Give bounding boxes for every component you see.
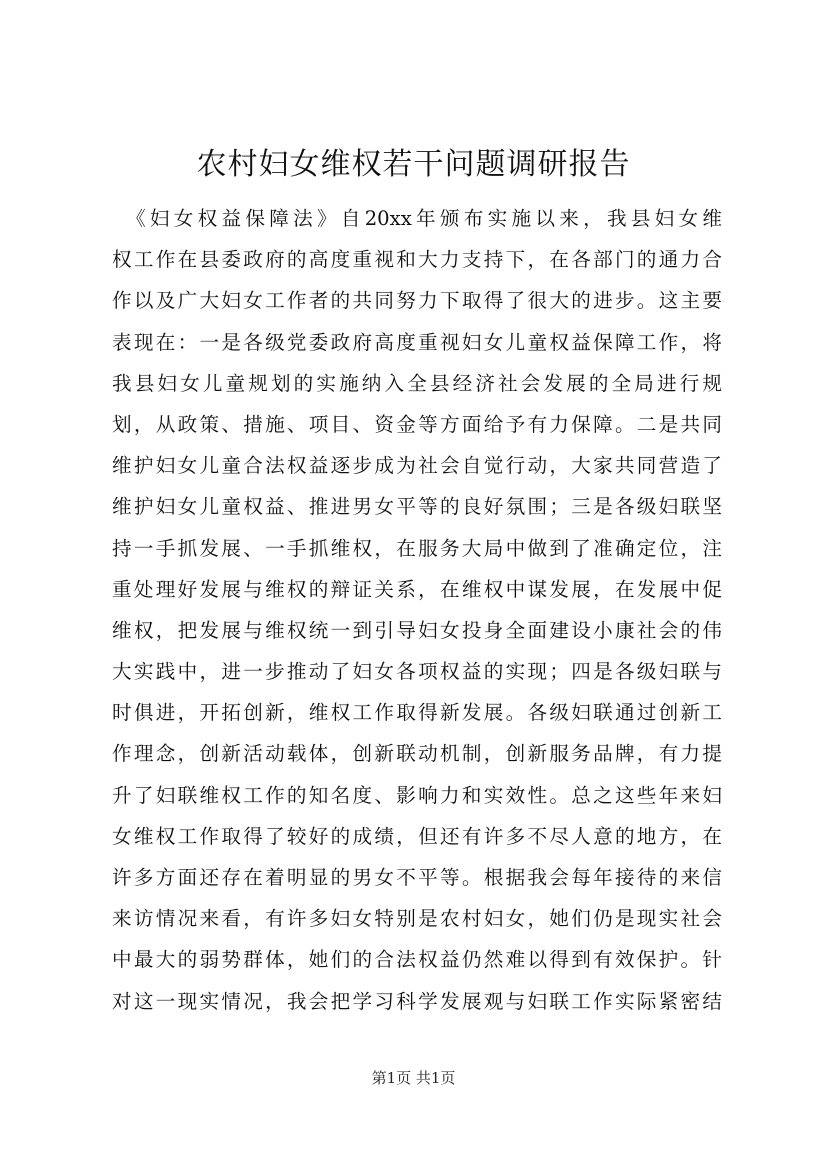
body-line: 持一手抓发展、一手抓维权，在服务大局中做到了准确定位，注 [112, 536, 722, 560]
body-line: 重处理好发展与维权的辩证关系，在维权中谋发展，在发展中促 [112, 577, 722, 601]
body-line: 维护妇女儿童合法权益逐步成为社会自觉行动，大家共同营造了 [112, 454, 722, 478]
body-line: 许多方面还存在着明显的男女不平等。根据我会每年接待的来信 [112, 866, 722, 889]
body-line: 对这一现实情况，我会把学习科学发展观与妇联工作实际紧密结 [112, 989, 722, 1013]
body-line: 维护妇女儿童权益、推进男女平等的良好氛围；三是各级妇联坚 [112, 495, 722, 519]
body-line: 表现在：一是各级党委政府高度重视妇女儿童权益保障工作，将 [112, 330, 722, 354]
body-line: 女维权工作取得了较好的成绩，但还有许多不尽人意的地方，在 [112, 824, 722, 848]
body-line: 升了妇联维权工作的知名度、影响力和实效性。总之这些年来妇 [112, 783, 722, 807]
body-line: 我县妇女儿童规划的实施纳入全县经济社会发展的全局进行规 [112, 371, 722, 395]
document-title: 农村妇女维权若干问题调研报告 [196, 147, 631, 182]
body-line: 划，从政策、措施、项目、资金等方面给予有力保障。二是共同 [112, 412, 722, 436]
body-line: 中最大的弱势群体，她们的合法权益仍然难以得到有效保护。针 [112, 948, 722, 972]
body-line: 时俱进，开拓创新，维权工作取得新发展。各级妇联通过创新工 [112, 701, 722, 725]
body-line: 《妇女权益保障法》自20xx年颁布实施以来，我县妇女维 [112, 207, 722, 230]
body-line: 大实践中，进一步推动了妇女各项权益的实现；四是各级妇联与 [112, 660, 722, 684]
body-line: 权工作在县委政府的高度重视和大力支持下，在各部门的通力合 [112, 248, 722, 272]
body-line: 作以及广大妇女工作者的共同努力下取得了很大的进步。这主要 [112, 289, 722, 313]
body-line: 作理念，创新活动载体，创新联动机制，创新服务品牌，有力提 [112, 742, 722, 766]
page-footer: 第1页 共1页 [371, 1069, 456, 1087]
body-line: 来访情况来看，有许多妇女特别是农村妇女，她们仍是现实社会 [112, 907, 722, 931]
document-body [112, 198, 722, 1022]
body-line: 维权，把发展与维权统一到引导妇女投身全面建设小康社会的伟 [112, 618, 722, 642]
